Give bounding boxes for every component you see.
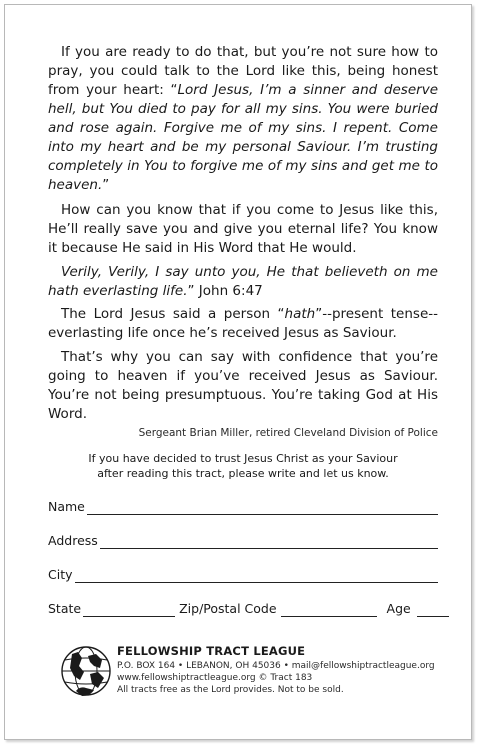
form-intro <box>48 451 438 481</box>
form-intro-line-1: If you have decided to trust Jesus Christ as your Saviour <box>88 452 398 465</box>
org-note: All tracts free as the Lord provides. Not to be sold. <box>117 685 344 695</box>
response-form <box>48 495 438 631</box>
state-field[interactable] <box>83 601 175 617</box>
paragraph-hath <box>48 305 438 343</box>
prayer-intro-text: If you are ready to do that, but you’re not sure how to pray, you could talk to the Lord like this, being honest from your heart: “ <box>48 44 438 98</box>
footer <box>55 638 455 708</box>
state-zip-age-row <box>48 597 438 617</box>
tract-page <box>4 4 472 740</box>
name-field[interactable] <box>87 499 438 515</box>
org-contact <box>117 660 435 696</box>
paragraph-prayer <box>48 43 438 195</box>
address-field[interactable] <box>100 533 438 549</box>
name-row <box>48 495 438 515</box>
paragraph-verse <box>48 263 438 301</box>
zip-label: Zip/Postal Code <box>179 601 277 616</box>
hath-end-text: ”--present tense--everlasting life once he’s received Jesus as Saviour. <box>48 306 438 341</box>
hath-word: hath <box>284 306 316 322</box>
paragraph-assurance: How can you know that if you come to Jesus like this, He’ll really save you and give you eternal life? You know it because He said in His Word that He would. <box>48 202 438 256</box>
org-website: www.fellowshiptractleague.org © Tract 183 <box>117 673 313 683</box>
age-field[interactable] <box>417 601 449 617</box>
hath-intro-text: The Lord Jesus said a person “ <box>61 306 285 322</box>
address-row <box>48 529 438 549</box>
form-intro-line-2: after reading this tract, please write and let us know. <box>97 467 389 480</box>
name-label: Name <box>48 499 85 514</box>
prayer-text: Lord Jesus, I’m a sinner and deserve hell, but You died to pay for all my sins. You were buried and rose again. Forgive me of my sins. I repent. Come into my heart and be my personal Saviour. I’m trusting completely in You to forgive me of my sins and get me to heaven. <box>48 82 438 193</box>
verse-reference: ” John 6:47 <box>187 283 263 299</box>
address-label: Address <box>48 533 98 548</box>
city-field[interactable] <box>75 567 439 583</box>
globe-hand-logo-icon <box>60 644 112 699</box>
org-name: FELLOWSHIP TRACT LEAGUE <box>117 644 306 658</box>
paragraph-confidence: That’s why you can say with confidence that you’re going to heaven if you’ve received Jesus as Saviour. You’re not being presumptuous. You’re taking God at His Word. <box>48 349 438 422</box>
org-address: P.O. BOX 164 • LEBANON, OH 45036 • mail@fellowshiptractleague.org <box>117 661 435 671</box>
city-row <box>48 563 438 583</box>
age-label: Age <box>386 601 411 616</box>
tract-body <box>48 43 438 440</box>
signature: Sergeant Brian Miller, retired Cleveland Division of Police <box>138 427 438 439</box>
verse-text: Verily, Verily, I say unto you, He that believeth on me hath everlasting life. <box>48 264 438 299</box>
state-label: State <box>48 601 82 616</box>
prayer-close-quote: ” <box>102 177 110 193</box>
zip-field[interactable] <box>281 601 377 617</box>
city-label: City <box>48 567 73 582</box>
